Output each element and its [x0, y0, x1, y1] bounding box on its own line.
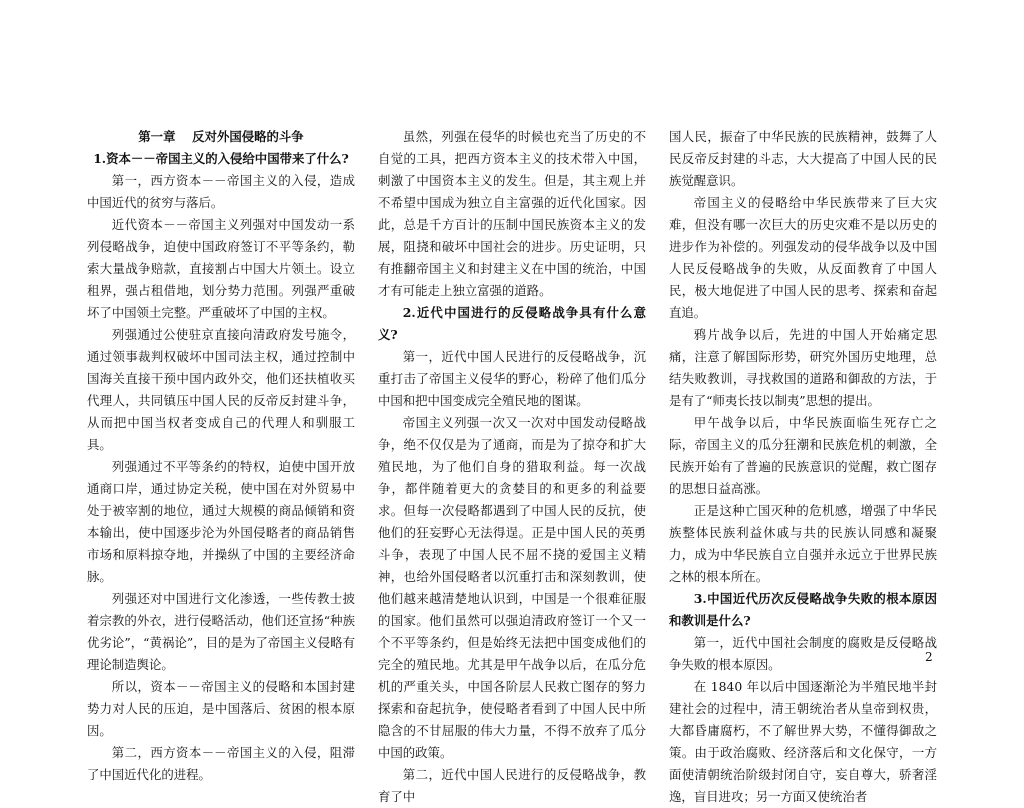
- paragraph: 列强还对中国进行文化渗透，一些传教士披着宗教的外衣，进行侵略活动，他们还宣扬“种族优劣论”，“黄祸论”，目的是为了帝国主义侵略有理论制造舆论。: [87, 591, 355, 672]
- paragraph: 第一，西方资本－－帝国主义的入侵，造成中国近代的贫穷与落后。: [87, 173, 355, 210]
- paragraph: 在 1840 年以后中国逐渐沦为半殖民地半封建社会的过程中，清王朝统治者从皇帝到权贵，大都昏庸腐朽，不了解世界大势，不懂得御敌之策。由于政治腐败、经济落后和文化保守，一方面使清朝统治阶级封闭自守，妄自尊大，骄奢淫逸，盲目进攻；另一方面又使统治者: [669, 679, 937, 804]
- paragraph: 虽然，列强在侵华的时候也充当了历史的不自觉的工具，把西方资本主义的技术带入中国，刺激了中国资本主义的发生。但是，其主观上并不希望中国成为独立自主富强的近代化国家。因此，总是千方百计的压制中国民族资本主义的发展，阻挠和破坏中国社会的进步。历史证明，只有推翻帝国主义和封建主义在中国的统治，中国才有可能走上独立富强的道路。: [378, 129, 646, 298]
- paragraph: 第二，近代中国人民进行的反侵略战争，教育了中: [378, 767, 646, 804]
- paragraph: 帝国主义列强一次又一次对中国发动侵略战争，绝不仅仅是为了通商，而是为了掠夺和扩大殖民地，为了他们自身的猎取利益。每一次战争，都伴随着更大的贪婪目的和更多的利益要求。但每一次侵略都遇到了中国人民的反抗，使他们的狂妄野心无法得逞。正是中国人民的英勇斗争，表现了中国人民不屈不挠的爱国主义精神，也给外国侵略者以沉重打击和深刻教训，使他们越来越清楚地认识到，中国是一个很难征服的国家。他们虽然可以强迫清政府签订一个又一个不平等条约，但是始终无法把中国变成他们的完全的殖民地。尤其是甲午战争以后，在瓜分危机的严重关头，中国各阶层人民救亡图存的努力探索和奋起抗争，使侵略者看到了中国人民中所隐含的不甘屈服的伟大力量，不得不放弃了瓜分中国的政策。: [378, 415, 646, 760]
- question-heading-2: 2.近代中国进行的反侵略战争具有什么意义?: [378, 305, 646, 342]
- paragraph: 第一，近代中国社会制度的腐败是反侵略战争失败的根本原因。: [669, 635, 937, 672]
- column-right: [669, 126, 937, 808]
- page-number: 2: [925, 650, 933, 664]
- paragraph: 甲午战争以后，中华民族面临生死存亡之际，帝国主义的瓜分狂潮和民族危机的刺激，全民族开始有了普遍的民族意识的觉醒，救亡图存的思想日益高涨。: [669, 415, 937, 496]
- paragraph: 列强通过不平等条约的特权，迫使中国开放通商口岸，通过协定关税，使中国在对外贸易中处于被宰割的地位，通过大规模的商品倾销和资本输出，使中国逐步沦为外国侵略者的商品销售市场和原料掠夺地，并操纵了中国的主要经济命脉。: [87, 459, 355, 584]
- column-middle: [378, 126, 646, 808]
- question-heading-3: 3.中国近代历次反侵略战争失败的根本原因和教训是什么?: [669, 591, 937, 628]
- paragraph: 鸦片战争以后，先进的中国人开始痛定思痛，注意了解国际形势，研究外国历史地理，总结失败教训，寻找救国的道路和御敌的方法，于是有了“师夷长技以制夷”思想的提出。: [669, 327, 937, 408]
- column-left: [87, 126, 355, 786]
- paragraph: 正是这种亡国灭种的危机感，增强了中华民族整体民族利益休戚与共的民族认同感和凝聚力，成为中华民族自立自强并永远立于世界民族之林的根本所在。: [669, 503, 937, 584]
- chapter-title: 第一章 反对外国侵略的斗争: [138, 129, 304, 144]
- paragraph: 近代资本－－帝国主义列强对中国发动一系列侵略战争，迫使中国政府签订不平等条约，勒索大量战争赔款，直接割占中国大片领土。设立租界，强占租借地，划分势力范围。列强严重破坏了中国领土完整。严重破坏了中国的主权。: [87, 217, 355, 320]
- question-heading-1: 1.资本－－帝国主义的入侵给中国带来了什么?: [93, 151, 349, 166]
- paragraph: 帝国主义的侵略给中华民族带来了巨大灾难，但没有哪一次巨大的历史灾难不是以历史的进步作为补偿的。列强发动的侵华战争以及中国人民反侵略战争的失败，从反面教育了中国人民，极大地促进了中国人民的思考、探索和奋起直追。: [669, 195, 937, 320]
- paragraph: 所以，资本－－帝国主义的侵略和本国封建势力对人民的压迫，是中国落后、贫困的根本原因。: [87, 679, 355, 738]
- paragraph: 第二，西方资本－－帝国主义的入侵，阻滞了中国近代化的进程。: [87, 745, 355, 782]
- paragraph: 列强通过公使驻京直接向清政府发号施令，通过领事裁判权破坏中国司法主权，通过控制中国海关直接干预中国内政外交，他们还扶植收买代理人，共同镇压中国人民的反帝反封建斗争，从而把中国当权者变成自己的代理人和驯服工具。: [87, 327, 355, 452]
- paragraph: 第一，近代中国人民进行的反侵略战争，沉重打击了帝国主义侵华的野心，粉碎了他们瓜分中国和把中国变成完全殖民地的图谋。: [378, 349, 646, 408]
- paragraph: 国人民，振奋了中华民族的民族精神，鼓舞了人民反帝反封建的斗志，大大提高了中国人民的民族觉醒意识。: [669, 129, 937, 188]
